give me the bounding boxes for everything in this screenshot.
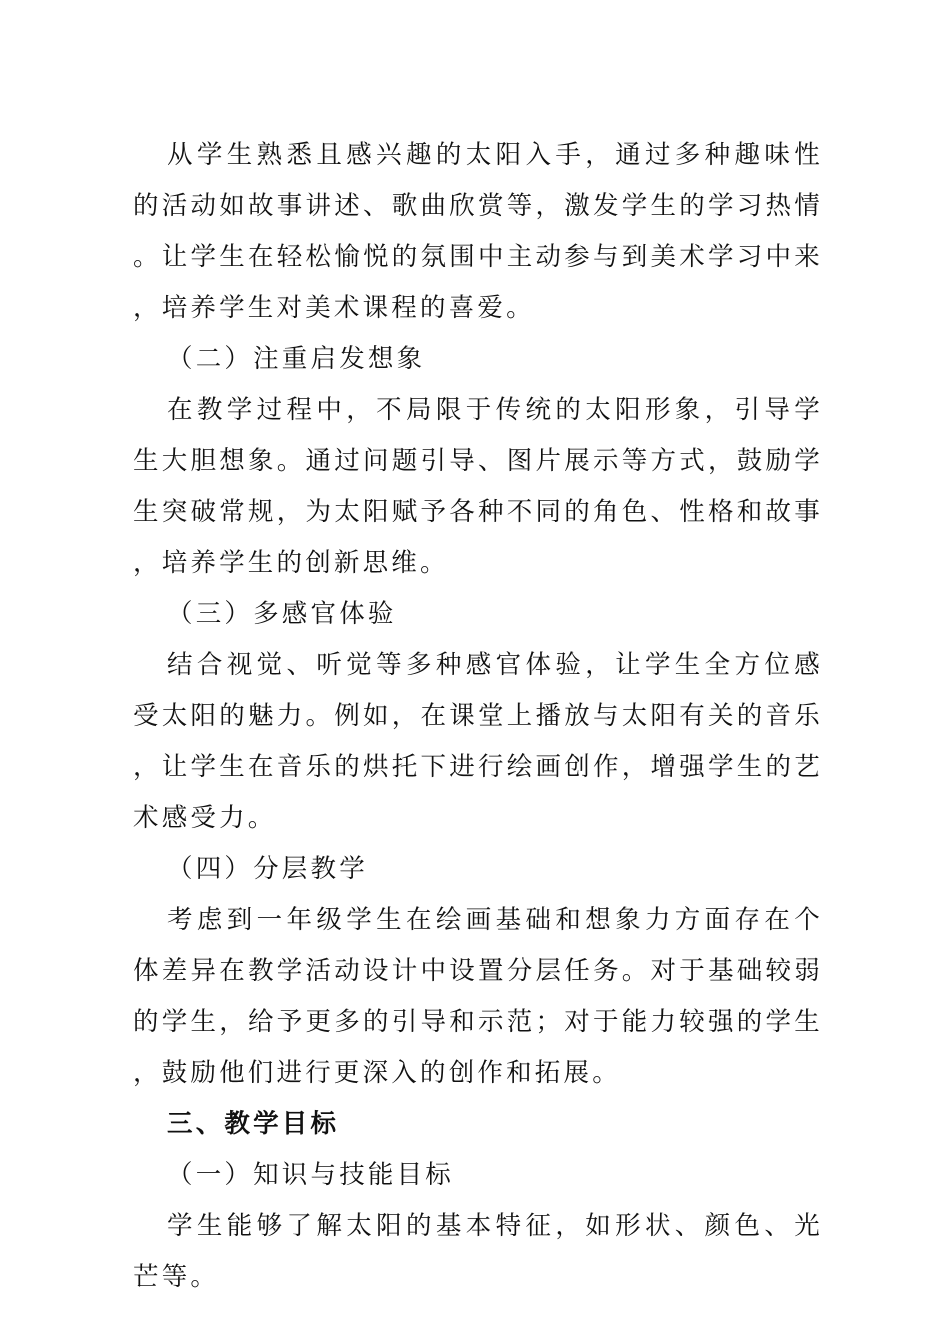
subheading-imagination: （二）注重启发想象 (167, 344, 426, 374)
paragraph-multisensory: 结合视觉、听觉等多种感官体验，让学生全方位感受太阳的魅力。例如，在课堂上播放与太阳有关的音乐，让学生在音乐的烘托下进行绘画创作，增强学生的艺术感受力。 (133, 650, 823, 833)
paragraph-knowledge-skills: 学生能够了解太阳的基本特征，如形状、颜色、光芒等。 (133, 1211, 823, 1292)
section-heading-teaching-goals: 三、教学目标 (167, 1109, 340, 1139)
subheading-knowledge-skills: （一）知识与技能目标 (167, 1160, 455, 1190)
subheading-multisensory: （三）多感官体验 (167, 599, 397, 629)
paragraph-tiered-teaching: 考虑到一年级学生在绘画基础和想象力方面存在个体差异在教学活动设计中设置分层任务。对于基础较弱的学生，给予更多的引导和示范；对于能力较强的学生，鼓励他们进行更深入的创作和拓展。 (133, 905, 823, 1088)
subheading-tiered-teaching: （四）分层教学 (167, 854, 368, 884)
paragraph-imagination: 在教学过程中，不局限于传统的太阳形象，引导学生大胆想象。通过问题引导、图片展示等方式，鼓励学生突破常规，为太阳赋予各种不同的角色、性格和故事，培养学生的创新思维。 (133, 395, 823, 578)
document-body (133, 130, 823, 1303)
paragraph-interest: 从学生熟悉且感兴趣的太阳入手，通过多种趣味性的活动如故事讲述、歌曲欣赏等，激发学生的学习热情。让学生在轻松愉悦的氛围中主动参与到美术学习中来，培养学生对美术课程的喜爱。 (133, 140, 823, 323)
